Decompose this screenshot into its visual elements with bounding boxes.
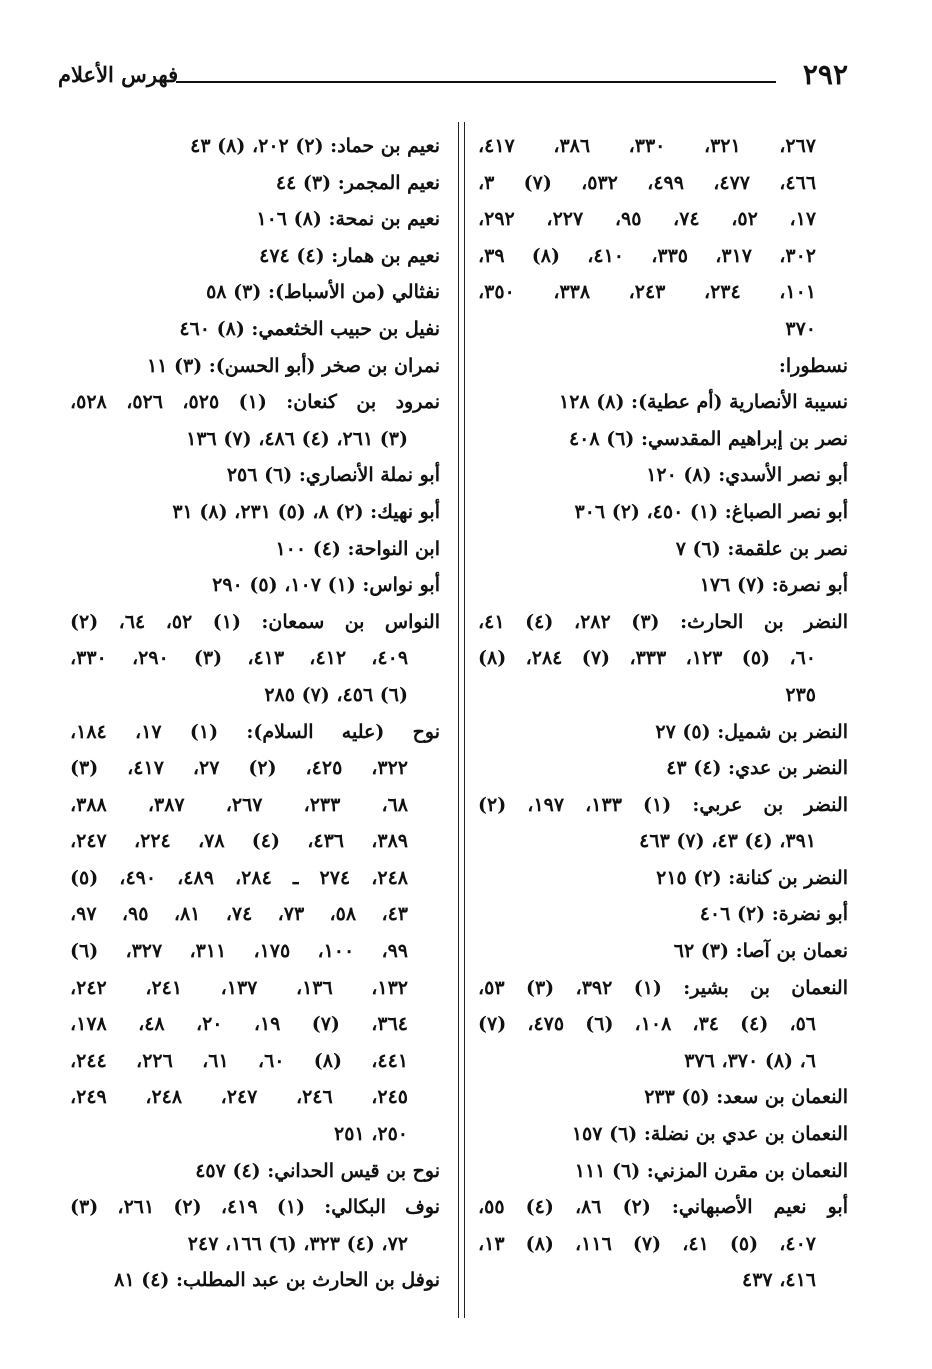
- index-entry-continuation: ٤٠٩، ٤١٢، ٤١٣، (٣) ٢٩٠، ٣٣٠،: [70, 647, 409, 670]
- index-entry: النضر بن عدي: (٤) ٤٣: [666, 757, 848, 780]
- index-entry-continuation: ٩٩، ١٠٠، ١٧٥، ٣١١، ٣٢٧، (٦): [70, 940, 408, 963]
- index-entry-continuation: ١٣٢، ١٣٦، ١٣٧، ٢٤١، ٢٤٢،: [70, 976, 409, 999]
- index-entry-continuation: ٢٤٨، ٢٧٤ ـ ٢٨٤، ٤٨٩، ٤٩٠، (٥): [70, 866, 409, 889]
- index-entry: أبو نصرة: (٧) ١٧٦: [699, 574, 848, 597]
- page-header: [58, 58, 848, 92]
- index-entry: النعمان بن سعد: (٥) ٢٣٣: [644, 1086, 848, 1109]
- index-entry-continuation: ٥٦، (٤) ٣٤، ١٠٨، (٦) ٤٧٥، (٧): [478, 1013, 817, 1036]
- index-column-right: [478, 128, 848, 1299]
- index-entry: النعمان بن عدي بن نضلة: (٦) ١٥٧: [571, 1123, 848, 1146]
- running-title: فهرس الأعلام: [58, 62, 179, 87]
- index-entry: النضر بن كنانة: (٢) ٢١٥: [656, 866, 848, 889]
- index-entry-continuation: ١٧، ٥٢، ٧٤، ٩٥، ٢٢٧، ٢٩٢،: [478, 208, 817, 231]
- index-entry: أبو نضرة: (٢) ٤٠٦: [699, 903, 848, 926]
- index-entry: أبو نصر الصباغ: (١) ٤٥٠، (٢) ٣٠٦: [574, 500, 848, 523]
- index-entry: نعيم بن نمحة: (٨) ١٠٦: [256, 208, 440, 231]
- index-entry: نعيم المجمر: (٣) ٤٤: [275, 171, 440, 194]
- index-entry: النضر بن الحارث: (٣) ٢٨٢، (٤) ٤١،: [478, 610, 848, 633]
- index-entry: نفيل بن حبيب الخثعمي: (٨) ٤٦٠: [179, 317, 440, 340]
- index-entry: نفثالي (من الأسباط): (٣) ٥٨: [206, 281, 440, 304]
- index-entry: نعيم بن همار: (٤) ٤٧٤: [259, 244, 440, 267]
- index-entry-continuation: ٣٧٠: [785, 317, 816, 340]
- index-entry: ابن النواحة: (٤) ١٠٠: [275, 537, 440, 560]
- index-entry-continuation: (٣) ٢٦١، (٤) ٤٨٦، (٧) ١٣٦: [186, 427, 408, 450]
- index-entry: النعمان بن بشير: (١) ٣٩٢، (٣) ٥٣،: [478, 976, 848, 999]
- index-entry-continuation: ١٠١، ٢٣٤، ٢٤٣، ٣٣٨، ٣٥٠،: [478, 281, 817, 304]
- index-entry-continuation: ٣٩١، (٤) ٤٣، (٧) ٤٦٣: [639, 830, 816, 853]
- index-entry: أبو نعيم الأصبهاني: (٢) ٨٦، (٤) ٥٥،: [478, 1196, 848, 1219]
- index-entry: نوح بن قيس الحداني: (٤) ٤٥٧: [195, 1159, 440, 1182]
- index-entry-continuation: ٢٥٠، ٢٥١: [334, 1123, 408, 1146]
- column-divider: [458, 122, 465, 1318]
- index-entry: النعمان بن مقرن المزني: (٦) ١١١: [574, 1159, 848, 1182]
- index-entry-continuation: ٤٣، ٥٨، ٧٣، ٧٤، ٨١، ٩٥، ٩٧،: [70, 903, 408, 926]
- index-entry-continuation: ٤٦٦، ٤٧٧، ٤٩٩، ٥٣٢، (٧) ٣،: [478, 171, 817, 194]
- page-number: ٢٩٢: [802, 58, 848, 91]
- index-entry-continuation: ٣٦٤، (٧) ١٩، ٢٠، ٤٨، ١٧٨،: [70, 1013, 408, 1036]
- index-entry: نوف البكالي: (١) ٤١٩، (٢) ٢٦١، (٣): [70, 1196, 440, 1219]
- index-entry-continuation: (٦) ٤٥٦، (٧) ٢٨٥: [264, 683, 408, 706]
- index-column-left: [70, 128, 440, 1299]
- index-entry: نسيبة الأنصارية (أم عطية): (٨) ١٢٨: [559, 391, 848, 414]
- index-entry: أبو نملة الأنصاري: (٦) ٢٥٦: [226, 464, 440, 487]
- index-entry: نصر بن إبراهيم المقدسي: (٦) ٤٠٨: [568, 427, 848, 450]
- index-entry: أبو نواس: (١) ١٠٧، (٥) ٢٩٠: [212, 574, 440, 597]
- index-entry-continuation: ٢٤٥، ٢٤٦، ٢٤٧، ٢٤٨، ٢٤٩،: [70, 1086, 409, 1109]
- index-entry: نسطورا:: [778, 354, 848, 377]
- index-entry: نمرود بن كنعان: (١) ٥٢٥، ٥٢٦، ٥٢٨،: [70, 391, 440, 414]
- index-entry-continuation: ٤٠٧، (٥) ٤١، (٧) ١١٦، (٨) ١٣،: [478, 1232, 817, 1255]
- index-entry-continuation: ٣٢٢، ٤٢٥، (٢) ٢٧، ٤١٧، (٣): [70, 757, 409, 780]
- index-entry-continuation: ٣٨٩، ٤٣٦، (٤) ٧٨، ٢٢٤، ٢٤٧،: [70, 830, 408, 853]
- index-entry-continuation: ٦٠، (٥) ١٢٣، ٣٣٣، (٧) ٢٨٤، (٨): [478, 647, 816, 670]
- index-entry: أبو نهيك: (٢) ٨، (٥) ٢٣١، (٨) ٣١: [172, 500, 440, 523]
- index-entry: النضر بن شميل: (٥) ٢٧: [655, 720, 848, 743]
- index-entry: نعمان بن آصا: (٣) ٦٢: [673, 940, 848, 963]
- header-rule: [176, 81, 776, 83]
- index-entry: النضر بن عربي: (١) ١٣٣، ١٩٧، (٢): [478, 793, 848, 816]
- index-entry: نعيم بن حماد: (٢) ٢٠٢، (٨) ٤٣: [190, 135, 440, 157]
- index-entry: نصر بن علقمة: (٦) ٧: [675, 537, 848, 560]
- index-entry: نوح (عليه السلام): (١) ١٧، ١٨٤،: [70, 720, 440, 743]
- index-entry: نوفل بن الحارث بن عبد المطلب: (٤) ٨١: [114, 1269, 440, 1292]
- index-entry: نمران بن صخر (أبو الحسن): (٣) ١١: [146, 354, 440, 377]
- index-entry-continuation: ٤١٦، ٤٣٧: [742, 1269, 816, 1292]
- index-entry-continuation: ٦، (٨) ٣٧٠، ٣٧٦: [684, 1049, 816, 1072]
- index-entry-continuation: ٢٣٥: [785, 683, 816, 706]
- index-entry-continuation: ٦٨، ٢٣٣، ٢٦٧، ٣٨٧، ٣٨٨،: [70, 793, 408, 816]
- index-entry: أبو نصر الأسدي: (٨) ١٢٠: [646, 464, 848, 487]
- index-entry-continuation: ٢٦٧، ٣٢١، ٣٣٠، ٣٨٦، ٤١٧،: [478, 135, 817, 157]
- index-entry: النواس بن سمعان: (١) ٥٢، ٦٤، (٢): [70, 610, 440, 633]
- index-entry-continuation: ٤٤١، (٨) ٦٠، ٦١، ٢٢٦، ٢٤٤،: [70, 1049, 409, 1072]
- index-columns: [70, 128, 848, 1328]
- index-entry-continuation: ٧٢، (٤) ٣٢٣، (٦) ١٦٦، ٢٤٧: [187, 1232, 408, 1255]
- index-entry-continuation: ٣٠٢، ٣١٧، ٣٣٥، ٤١٠، (٨) ٣٩،: [478, 244, 816, 267]
